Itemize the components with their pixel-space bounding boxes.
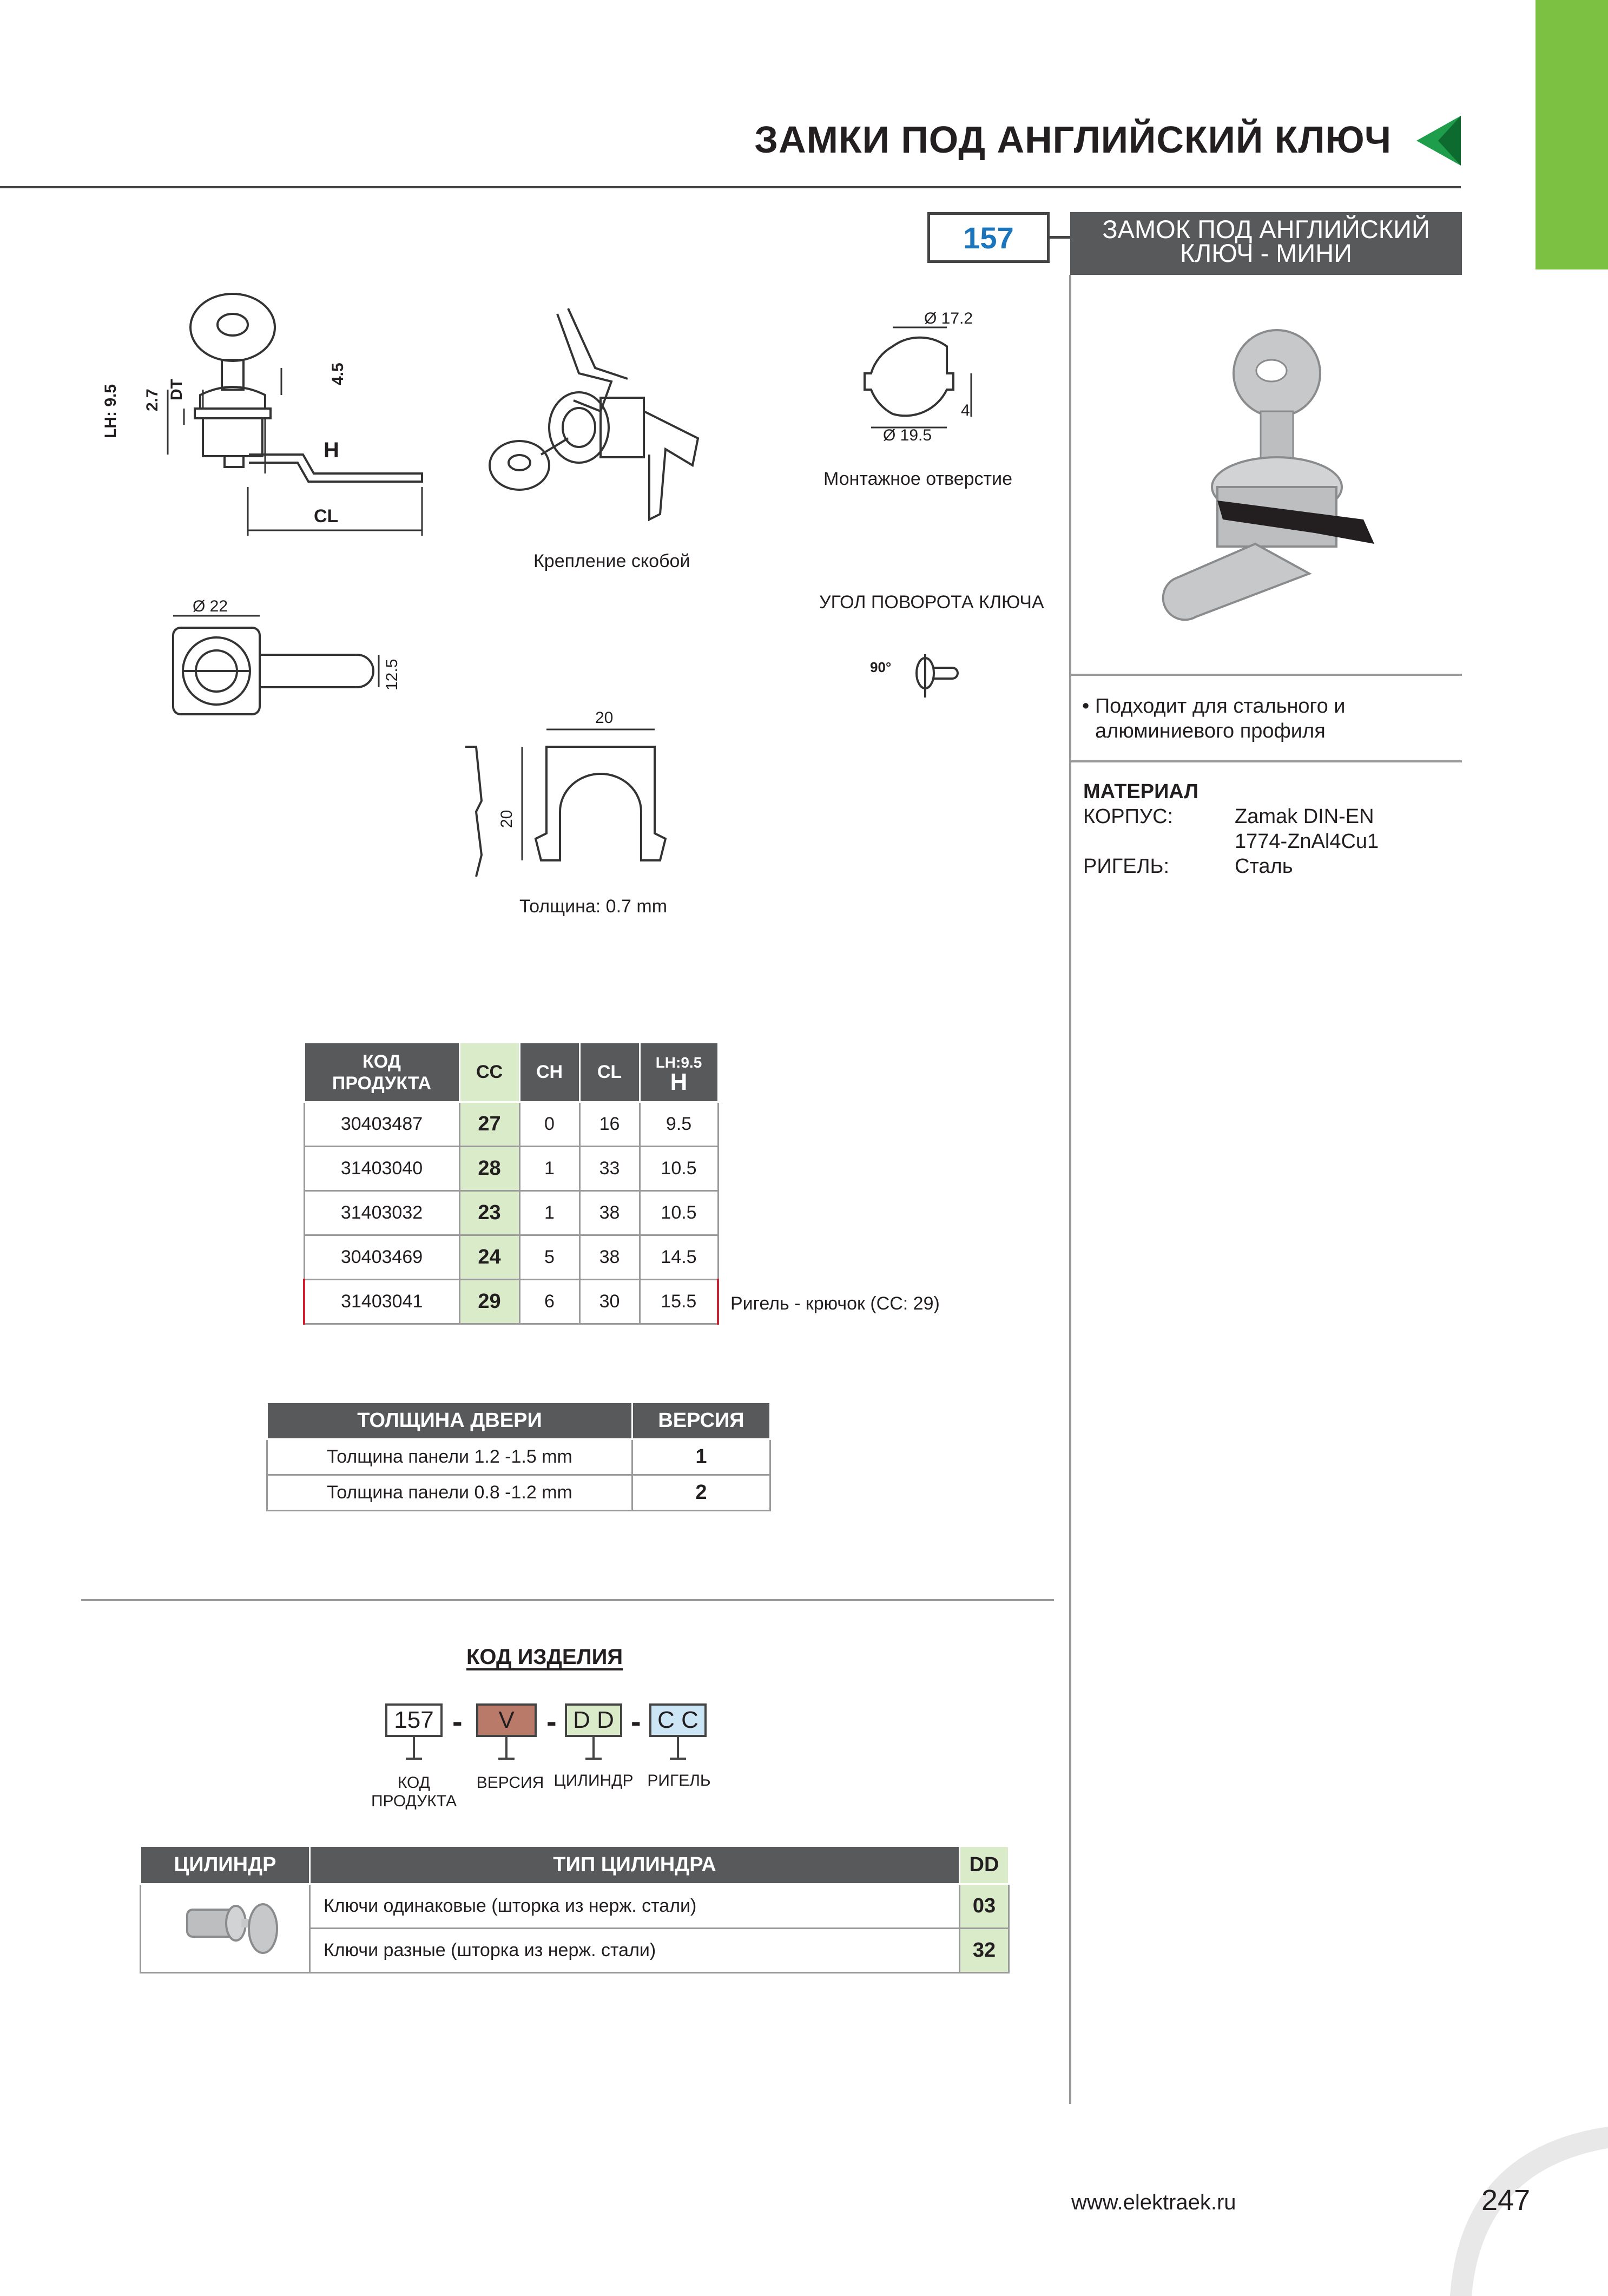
spec-header-code-1: КОД: [363, 1051, 401, 1072]
cell-cc: 23: [459, 1191, 519, 1235]
dim-4-5: 4.5: [329, 363, 347, 385]
badge-connector: [1050, 236, 1070, 239]
product-title-line1: ЗАМОК ПОД АНГЛИЙСКИЙ: [1102, 215, 1430, 244]
door-thickness-table: [266, 1402, 771, 1511]
cell-ch: 1: [519, 1147, 579, 1191]
cell-h: 9.5: [640, 1102, 718, 1147]
spec-header-cl: CL: [579, 1043, 640, 1102]
hole-caption: Монтажное отверстие: [823, 469, 1012, 489]
feature-text: [1082, 694, 1346, 744]
hook-bolt-note: Ригель - крючок (CC: 29): [730, 1293, 940, 1314]
spec-header-h-main: H: [670, 1068, 688, 1095]
cell-version: 2: [632, 1475, 770, 1511]
code-segment-base: 157: [385, 1703, 443, 1737]
bracket-caption: Крепление скобой: [533, 551, 690, 571]
rotation-title: УГОЛ ПОВОРОТА КЛЮЧА: [819, 592, 1044, 613]
section-divider: [81, 1599, 1054, 1601]
cell-cl: 33: [579, 1147, 640, 1191]
cell-h: 10.5: [640, 1191, 718, 1235]
mounting-hole-drawing: [855, 319, 996, 444]
code-dash-1: -: [452, 1704, 463, 1738]
material-body-value-2: 1774-ZnAl4Cu1: [1235, 830, 1379, 853]
spec-header-ch: CH: [519, 1043, 579, 1102]
cell-ch: 5: [519, 1235, 579, 1280]
code-dash-2: -: [546, 1704, 557, 1738]
door-header-version: ВЕРСИЯ: [632, 1403, 770, 1439]
dim-d19-5: Ø 19.5: [883, 426, 932, 444]
column-divider: [1069, 275, 1071, 2104]
dim-lh: LH: 9.5: [102, 384, 120, 438]
code-segment-cylinder: D D: [565, 1703, 622, 1737]
table-row: [304, 1147, 718, 1191]
dim-2-7: 2.7: [143, 389, 161, 411]
code-label-cylinder: ЦИЛИНДР: [553, 1772, 634, 1790]
section-tab: [1535, 0, 1608, 269]
header-divider: [0, 186, 1461, 188]
feature-line-1: • Подходит для стального и: [1082, 695, 1346, 718]
dim-clip-height: 20: [498, 810, 516, 828]
cell-cylinder-type: Ключи разные (шторка из нерж. стали): [310, 1929, 960, 1973]
page-title: ЗАМКИ ПОД АНГЛИЙСКИЙ КЛЮЧ: [754, 119, 1392, 161]
cell-code: 31403041: [304, 1280, 459, 1324]
code-label-product-1: КОД: [397, 1774, 431, 1792]
rotation-icon: [909, 652, 963, 700]
page-number: 247: [1481, 2184, 1531, 2216]
cell-code: 31403040: [304, 1147, 459, 1191]
door-header-thickness: ТОЛЩИНА ДВЕРИ: [267, 1403, 632, 1439]
dim-12-5: 12.5: [383, 659, 401, 690]
cell-cylinder-type: Ключи одинаковые (шторка из нерж. стали): [310, 1884, 960, 1929]
cylinder-header-dd: DD: [960, 1846, 1009, 1884]
dim-4: 4: [961, 402, 970, 419]
code-label-product-2: ПРОДУКТА: [371, 1792, 457, 1810]
cell-ch: 1: [519, 1191, 579, 1235]
footer-url: www.elektraek.ru: [1071, 2190, 1236, 2214]
chevron-left-icon: [1413, 114, 1462, 168]
cell-h: 15.5: [640, 1280, 718, 1324]
table-row: [267, 1475, 770, 1511]
cell-cl: 16: [579, 1102, 640, 1147]
rotation-angle: 90°: [870, 659, 892, 675]
spec-header-h-top: LH:9.5: [655, 1054, 702, 1071]
cell-ch: 6: [519, 1280, 579, 1324]
door-header-row: [267, 1403, 770, 1439]
code-label-product: [368, 1774, 460, 1811]
side-divider-1: [1070, 674, 1462, 676]
cell-h: 14.5: [640, 1235, 718, 1280]
code-label-version: ВЕРСИЯ: [476, 1774, 544, 1792]
spec-table: [303, 1042, 719, 1325]
cell-code: 31403032: [304, 1191, 459, 1235]
cell-thickness: Толщина панели 1.2 -1.5 mm: [267, 1439, 632, 1475]
front-view-drawing: [162, 611, 400, 731]
cylinder-header-type: ТИП ЦИЛИНДРА: [310, 1846, 960, 1884]
code-segment-bolt: C C: [649, 1703, 707, 1737]
table-row: [141, 1884, 1009, 1929]
table-row: [304, 1102, 718, 1147]
table-row: [267, 1439, 770, 1475]
spec-header-h: [640, 1043, 718, 1102]
product-code-title: КОД ИЗДЕЛИЯ: [466, 1645, 623, 1669]
cylinder-header-row: [141, 1846, 1009, 1884]
cylinder-header-cylinder: ЦИЛИНДР: [141, 1846, 310, 1884]
code-segment-version: V: [476, 1703, 537, 1737]
feature-line-2: алюминиевого профиля: [1095, 720, 1326, 742]
cell-cl: 38: [579, 1235, 640, 1280]
clip-drawing: [454, 725, 698, 887]
material-body-label: КОРПУС:: [1083, 805, 1174, 828]
cell-code: 30403469: [304, 1235, 459, 1280]
side-view-drawing: [108, 292, 433, 541]
product-code-badge: 157: [927, 212, 1050, 263]
dim-dt: DT: [168, 379, 186, 400]
product-photo: [1136, 325, 1423, 649]
table-row: [304, 1235, 718, 1280]
dim-h: H: [324, 438, 339, 462]
cell-version: 1: [632, 1439, 770, 1475]
cell-cl: 30: [579, 1280, 640, 1324]
material-body-value-1: Zamak DIN-EN: [1235, 805, 1374, 828]
spec-header-code-2: ПРОДУКТА: [332, 1073, 432, 1094]
cell-cl: 38: [579, 1191, 640, 1235]
product-title: [1070, 212, 1462, 275]
dim-cl: CL: [314, 506, 339, 527]
code-connectors: [379, 1737, 725, 1775]
cell-cc: 28: [459, 1147, 519, 1191]
cell-h: 10.5: [640, 1147, 718, 1191]
table-row-highlighted: [304, 1280, 718, 1324]
cell-cc: 29: [459, 1280, 519, 1324]
dim-d17-2: Ø 17.2: [924, 310, 973, 327]
side-divider-2: [1070, 760, 1462, 762]
spec-header-code: [304, 1043, 459, 1102]
material-bolt-value: Сталь: [1235, 855, 1293, 878]
dim-clip-width: 20: [595, 709, 614, 727]
code-label-bolt: РИГЕЛЬ: [647, 1772, 711, 1790]
cylinder-image-cell: [141, 1884, 310, 1973]
code-dash-3: -: [631, 1704, 641, 1738]
spec-header-row: [304, 1043, 718, 1102]
cylinder-image: [171, 1885, 279, 1966]
cell-dd: 03: [960, 1884, 1009, 1929]
clip-caption: Толщина: 0.7 mm: [519, 896, 668, 917]
bracket-mount-drawing: [487, 303, 714, 530]
material-bolt-label: РИГЕЛЬ:: [1083, 855, 1170, 878]
table-row: [304, 1191, 718, 1235]
cell-ch: 0: [519, 1102, 579, 1147]
cell-thickness: Толщина панели 0.8 -1.2 mm: [267, 1475, 632, 1511]
cell-code: 30403487: [304, 1102, 459, 1147]
cylinder-table: [140, 1845, 1010, 1973]
cell-dd: 32: [960, 1929, 1009, 1973]
material-title: МАТЕРИАЛ: [1083, 780, 1198, 803]
spec-header-cc: CC: [459, 1043, 519, 1102]
product-title-line2: КЛЮЧ - МИНИ: [1180, 239, 1352, 267]
cell-cc: 24: [459, 1235, 519, 1280]
cell-cc: 27: [459, 1102, 519, 1147]
dim-d22: Ø 22: [193, 597, 228, 615]
